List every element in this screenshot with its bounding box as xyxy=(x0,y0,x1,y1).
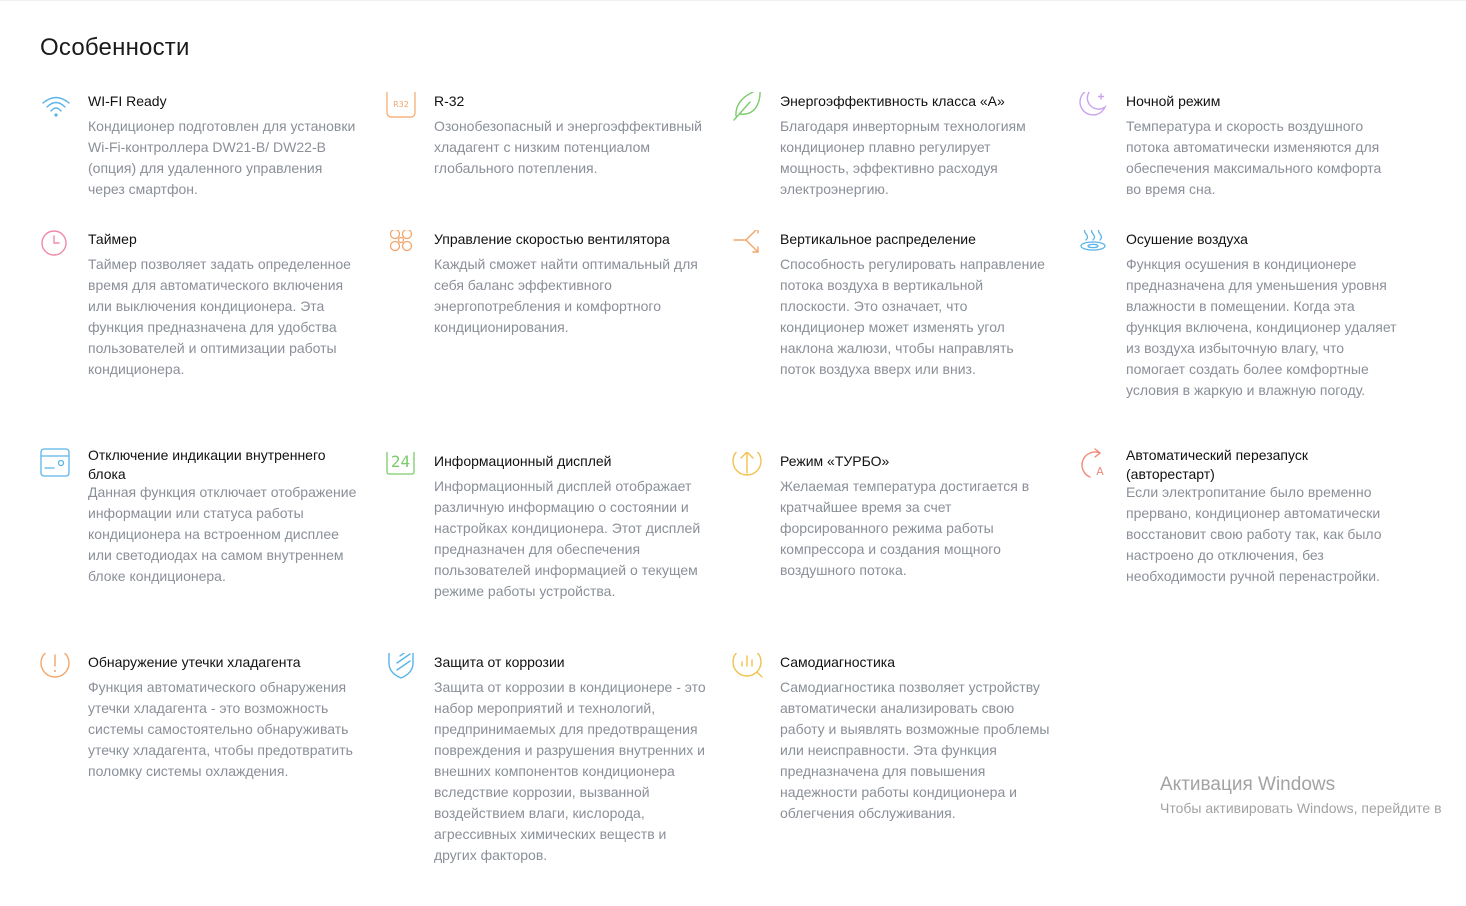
feature-description: Кондиционер подготовлен для установки Wi-Fi-контроллера DW21-B/ DW22-B (опция) для удаленного управления через смартфон. xyxy=(88,118,356,197)
top-divider xyxy=(0,0,1466,1)
r32-icon xyxy=(386,92,418,124)
feature-title: Вертикальное распределение xyxy=(780,231,976,247)
feature-description: Данная функция отключает отображение информации или статуса работы кондиционера на встроенном дисплее или светодиодах на самом внутреннем блоке кондиционера. xyxy=(88,484,357,584)
feature-title: Автоматический перезапуск (авторестарт) xyxy=(1126,447,1308,482)
feature-title: Отключение индикации внутреннего блока xyxy=(88,447,326,482)
display-icon xyxy=(386,452,418,484)
feature-title: Таймер xyxy=(88,231,137,247)
timer-icon xyxy=(40,230,72,262)
svg-text:A: A xyxy=(1096,465,1104,478)
feature-description: Каждый сможет найти оптимальный для себя баланс эффективного энергопотребления и комфортного кондиционирования. xyxy=(434,256,698,335)
feature-description: Благодаря инверторным технологиям кондиционер плавно регулирует мощность, эффективно расходуя электроэнергию. xyxy=(780,118,1026,197)
feature-description: Функция осушения в кондиционере предназначена для уменьшения уровня влажности в помещении. Когда эта функция включена, кондиционер удаляет из воздуха избыточную влагу, что помогает создать более комфортные условия в жаркую и влажную погоду. xyxy=(1126,256,1397,398)
leaf-icon xyxy=(732,92,764,124)
feature-description: Функция автоматического обнаружения утечки хладагента - это возможность системы самостоятельно обнаруживать утечку хладагента, чтобы предотвратить поломку системы охлаждения. xyxy=(88,679,353,779)
svg-text:R32: R32 xyxy=(393,100,409,109)
dehumidify-icon xyxy=(1078,230,1110,262)
watermark-title: Активация Windows xyxy=(1160,774,1336,795)
indoor-unit-icon xyxy=(40,446,72,478)
feature-title: Осушение воздуха xyxy=(1126,231,1248,247)
feature-title: Самодиагностика xyxy=(780,654,896,670)
shield-icon xyxy=(386,653,418,685)
svg-text:24: 24 xyxy=(390,452,411,471)
watermark-text: Чтобы активировать Windows, перейдите в xyxy=(1160,800,1442,816)
feature-title: Информационный дисплей xyxy=(434,453,612,469)
feature-title: Управление скоростью вентилятора xyxy=(434,231,670,247)
windows-activation-watermark xyxy=(1160,774,1442,818)
feature-title: WI-FI Ready xyxy=(88,93,167,109)
section-title: Особенности xyxy=(40,34,190,61)
feature-title: Защита от коррозии xyxy=(434,654,565,670)
feature-description: Защита от коррозии в кондиционере - это набор мероприятий и технологий, предпринимаемых для предотвращения повреждения и разрушения внутренних и внешних компонентов кондиционера вследствие коррозии, вызванной воздействием влаги, кислорода, агрессивных химических веществ и других факторов. xyxy=(434,679,706,863)
turbo-arrow-icon xyxy=(732,452,764,484)
feature-description: Температура и скорость воздушного потока автоматически изменяются для обеспечения максимального комфорта во время сна. xyxy=(1126,118,1382,197)
feature-title: Режим «ТУРБО» xyxy=(780,453,890,469)
fan-icon xyxy=(386,230,418,262)
feature-description: Таймер позволяет задать определенное время для автоматического включения или выключения кондиционера. Эта функция предназначена для удобства пользователей и оптимизации работы кондиционера. xyxy=(88,256,351,377)
moon-icon xyxy=(1078,92,1110,124)
feature-description: Если электропитание было временно прервано, кондиционер автоматически восстановит свою работу так, как было настроено до отключения, без необходимости ручной перенастройки. xyxy=(1126,484,1382,584)
feature-title: Ночной режим xyxy=(1126,93,1221,109)
airflow-split-icon xyxy=(732,230,764,262)
feature-description: Желаемая температура достигается в кратчайшее время за счет форсированного режима работы компрессора и создания мощного воздушного потока. xyxy=(780,478,1030,578)
feature-description: Информационный дисплей отображает различную информацию о состоянии и настройках кондиционера. Этот дисплей предназначен для обеспечения пользователей информацией о текущем режиме работы устройства. xyxy=(434,478,701,599)
autorestart-icon xyxy=(1078,446,1110,478)
feature-description: Самодиагностика позволяет устройству автоматически анализировать свою работу и выявлять возможные проблемы или неисправности. Эта функция предназначена для повышения надежности работы кондиционера и облегчения обслуживания. xyxy=(780,679,1050,821)
warning-icon xyxy=(40,653,72,685)
feature-description: Способность регулировать направление потока воздуха в вертикальной плоскости. Это означает, что кондиционер может изменять угол наклона жалюзи, чтобы направлять поток воздуха вверх или вниз. xyxy=(780,256,1045,377)
wifi-icon xyxy=(40,92,72,124)
feature-description: Озонобезопасный и энергоэффективный хладагент с низким потенциалом глобального потепления. xyxy=(434,118,702,176)
feature-title: Энергоэффективность класса «А» xyxy=(780,93,1005,109)
feature-title: Обнаружение утечки хладагента xyxy=(88,654,301,670)
diagnostics-icon xyxy=(732,653,764,685)
feature-title: R-32 xyxy=(434,93,465,109)
